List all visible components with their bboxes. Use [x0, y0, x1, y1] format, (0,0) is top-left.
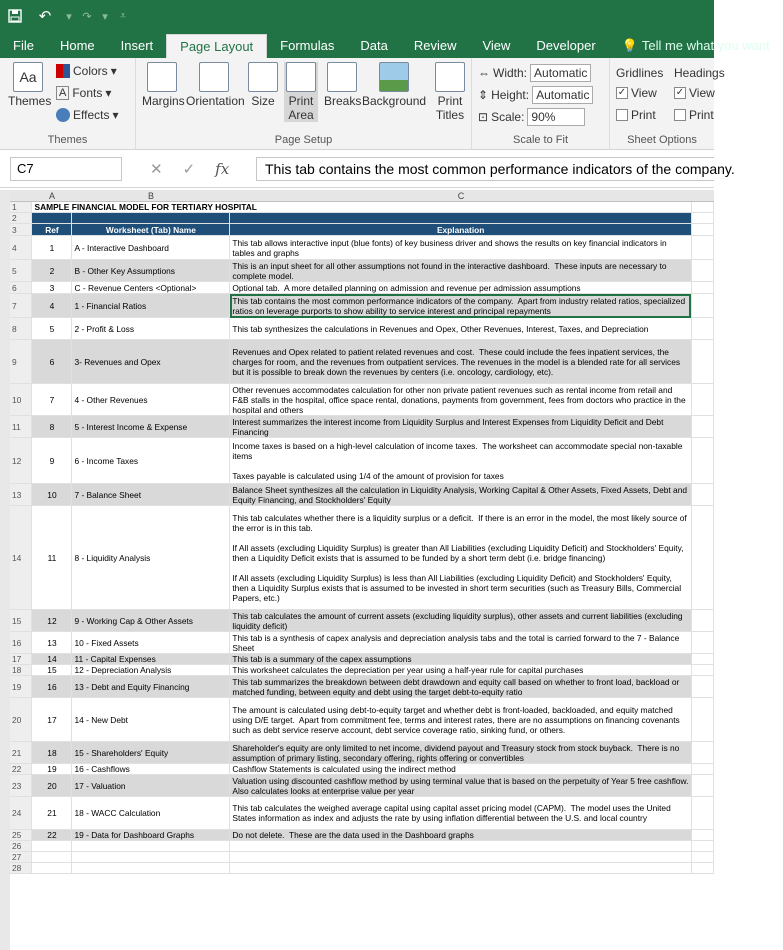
background-icon — [379, 62, 409, 92]
effects-label: Effects — [73, 108, 110, 122]
gridlines-label: Gridlines — [616, 66, 664, 80]
header-name[interactable]: Worksheet (Tab) Name — [72, 224, 230, 236]
row-header[interactable]: 13 — [10, 484, 32, 506]
tab-name-cell[interactable]: 8 - Liquidity Analysis — [72, 506, 230, 610]
margins-button[interactable] — [142, 62, 185, 108]
ref-cell[interactable]: 9 — [32, 438, 72, 484]
cell[interactable] — [691, 384, 713, 416]
themes-icon: Aa — [13, 62, 43, 92]
row-header[interactable]: 23 — [10, 775, 32, 797]
ref-cell[interactable]: 14 — [32, 654, 72, 665]
tab-name-cell[interactable]: 2 - Profit & Loss — [72, 318, 230, 340]
row-header[interactable]: 20 — [10, 698, 32, 742]
tab-view[interactable]: View — [482, 38, 511, 53]
cell[interactable] — [230, 852, 692, 863]
orientation-icon — [199, 62, 229, 92]
width-select[interactable]: Automatic — [530, 64, 591, 82]
explanation-cell[interactable]: Optional tab. A more detailed planning on admission and revenue per admission assumptions — [230, 282, 692, 294]
row-header[interactable]: 22 — [10, 764, 32, 775]
cell[interactable] — [691, 282, 713, 294]
cancel-icon[interactable]: ✕ — [150, 161, 163, 178]
row-header[interactable]: 5 — [10, 260, 32, 282]
insert-function-icon[interactable]: fx — [215, 160, 230, 178]
column-header-a[interactable]: A — [32, 190, 72, 202]
row-header[interactable]: 28 — [10, 863, 32, 874]
size-button[interactable] — [248, 62, 278, 108]
sheet-title[interactable]: SAMPLE FINANCIAL MODEL FOR TERTIARY HOSPITAL — [32, 202, 692, 213]
tab-developer[interactable]: Developer — [536, 38, 596, 53]
table-row — [10, 384, 714, 416]
cell[interactable] — [691, 202, 713, 213]
cell[interactable] — [691, 863, 713, 874]
header-ref[interactable]: Ref — [32, 224, 72, 236]
title-bar — [0, 0, 714, 32]
ref-cell[interactable]: 10 — [32, 484, 72, 506]
row-header[interactable]: 8 — [10, 318, 32, 340]
cell[interactable] — [691, 764, 713, 775]
ref-cell[interactable]: 15 — [32, 665, 72, 676]
page-setup-group-label: Page Setup — [274, 134, 333, 146]
explanation-cell[interactable]: This is an input sheet for all other assumptions not found in the interactive dashboard. These inputs are necessary to complete model. — [230, 260, 692, 282]
scale-label: Scale: — [491, 110, 525, 124]
cell[interactable] — [32, 841, 72, 852]
scale-icon: ⊡ — [478, 110, 489, 124]
ref-cell[interactable]: 17 — [32, 698, 72, 742]
tab-name-cell[interactable]: A - Interactive Dashboard — [72, 236, 230, 260]
breaks-icon — [327, 62, 357, 92]
row-header[interactable]: 17 — [10, 654, 32, 665]
cell[interactable] — [72, 841, 230, 852]
tab-name-cell[interactable]: 17 - Valuation — [72, 775, 230, 797]
checkbox-box — [616, 109, 628, 121]
explanation-cell[interactable]: This tab is a synthesis of capex analysis and depreciation analysis tabs and the total is carried forward to the 7 - Balance Sheet — [230, 632, 692, 654]
checkmark-icon: ✓ — [675, 87, 685, 98]
formula-buttons — [150, 157, 229, 181]
size-label: Size — [251, 94, 275, 108]
explanation-cell[interactable]: This worksheet calculates the depreciation per year using a half-year rule for capital purchases — [230, 665, 692, 676]
tab-formulas[interactable]: Formulas — [280, 38, 335, 53]
ref-cell[interactable]: 22 — [32, 830, 72, 841]
checkbox-box — [674, 109, 686, 121]
select-all-corner[interactable] — [10, 190, 32, 202]
ref-cell[interactable]: 13 — [32, 632, 72, 654]
scale-to-fit-group-label: Scale to Fit — [512, 134, 569, 146]
print-area-label-1: Print — [288, 94, 314, 108]
row-header[interactable]: 27 — [10, 852, 32, 863]
width-icon: ⇔ — [478, 66, 490, 80]
explanation-cell[interactable]: This tab calculates the weighed average capital using capital asset pricing model (CAPM). The model uses the United States information as index and adjusts the rate by using inflation differential between the U.S. and local country — [230, 797, 692, 830]
tab-review[interactable]: Review — [413, 38, 457, 53]
undo-icon[interactable]: ↶ — [38, 8, 52, 25]
redo-dropdown-icon[interactable]: ▾ — [102, 10, 108, 23]
formula-input[interactable]: This tab contains the most common performance indicators of the company. — [256, 157, 714, 181]
cell[interactable] — [230, 863, 692, 874]
print-titles-icon — [435, 62, 465, 92]
save-icon[interactable] — [0, 0, 30, 32]
effects-icon — [56, 108, 70, 122]
explanation-cell[interactable]: This tab contains the most common performance indicators of the company. Apart from industry related ratios, specialized ratios on leverage purports to show ability to service interest and principal repayments — [230, 294, 692, 318]
row-header[interactable]: 10 — [10, 384, 32, 416]
colors-button[interactable]: Colors ▾ — [56, 64, 117, 78]
table-row — [10, 830, 714, 841]
cell[interactable] — [691, 676, 713, 698]
lightbulb-icon: 💡 — [621, 38, 638, 53]
explanation-cell[interactable]: This tab synthesizes the calculations in Revenues and Opex, Other Revenues, Interest, Taxes, and Depreciation — [230, 318, 692, 340]
ref-cell[interactable]: 19 — [32, 764, 72, 775]
tab-name-cell[interactable]: 12 - Depreciation Analysis — [72, 665, 230, 676]
table-row — [10, 654, 714, 665]
row-header[interactable]: 9 — [10, 340, 32, 384]
column-header-b[interactable]: B — [72, 190, 230, 202]
sheet-options-group — [610, 58, 725, 150]
tab-name-cell[interactable]: C - Revenue Centers <Optional> — [72, 282, 230, 294]
tab-name-cell[interactable]: 13 - Debt and Equity Financing — [72, 676, 230, 698]
cell[interactable] — [691, 610, 713, 632]
scale-spinner[interactable]: 90% — [527, 108, 585, 126]
row-header[interactable]: 15 — [10, 610, 32, 632]
ref-cell[interactable]: 21 — [32, 797, 72, 830]
formula-bar — [0, 150, 735, 188]
table-row — [10, 438, 714, 484]
fonts-icon: A — [56, 86, 69, 100]
cell[interactable] — [691, 742, 713, 764]
effects-button[interactable]: Effects ▾ — [56, 108, 119, 122]
tab-name-cell[interactable]: B - Other Key Assumptions — [72, 260, 230, 282]
ref-cell[interactable]: 16 — [32, 676, 72, 698]
height-icon: ⇕ — [478, 88, 489, 102]
margins-icon — [147, 62, 177, 92]
ref-cell[interactable]: 3 — [32, 282, 72, 294]
print-area-icon — [286, 62, 316, 92]
headings-view-label: View — [689, 86, 715, 100]
tab-name-cell[interactable]: 3- Revenues and Opex — [72, 340, 230, 384]
tab-name-cell[interactable]: 18 - WACC Calculation — [72, 797, 230, 830]
row-header[interactable]: 4 — [10, 236, 32, 260]
cell[interactable] — [691, 260, 713, 282]
tab-name-cell[interactable]: 5 - Interest Income & Expense — [72, 416, 230, 438]
explanation-cell[interactable]: Revenues and Opex related to patient related revenues and cost. These could include the fees inpatient services, the charges for room, and the revenues from outpatient services. The revenues in the model is a blended rate for all services but it is possible to break down the revenues by centers (i.e. oncology, cardiology, etc). — [230, 340, 692, 384]
gridlines-print-checkbox[interactable] — [616, 108, 656, 122]
table-row — [10, 841, 714, 852]
cell[interactable] — [691, 665, 713, 676]
undo-dropdown-icon[interactable]: ▾ — [66, 10, 72, 23]
tab-name-cell[interactable]: 9 - Working Cap & Other Assets — [72, 610, 230, 632]
width-control — [478, 64, 591, 82]
row-header[interactable]: 24 — [10, 797, 32, 830]
ref-cell[interactable]: 1 — [32, 236, 72, 260]
tell-me-text: Tell me what you want — [641, 38, 770, 53]
scale-to-fit-group — [472, 58, 610, 150]
themes-label: Themes — [8, 94, 52, 108]
row-header[interactable]: 26 — [10, 841, 32, 852]
table-row — [10, 676, 714, 698]
colors-icon — [56, 64, 70, 78]
ref-cell[interactable]: 11 — [32, 506, 72, 610]
themes-group-label: Themes — [47, 134, 88, 146]
table-row — [10, 698, 714, 742]
cell[interactable] — [691, 213, 713, 224]
print-area-label-2: Area — [288, 108, 314, 122]
cell[interactable] — [691, 698, 713, 742]
tab-name-cell[interactable]: 6 - Income Taxes — [72, 438, 230, 484]
height-select[interactable]: Automatic — [532, 86, 593, 104]
table-row — [10, 665, 714, 676]
orientation-button[interactable] — [186, 62, 245, 108]
breaks-button[interactable] — [324, 62, 360, 108]
explanation-cell[interactable]: Valuation using discounted cashflow method by using terminal value that is based on the perpetuity of Year 5 free cashflow. Also calculates looks at enterprise value per year — [230, 775, 692, 797]
table-row — [10, 340, 714, 384]
page-setup-group — [136, 58, 472, 150]
size-icon — [248, 62, 278, 92]
print-titles-label-1: Print — [437, 94, 463, 108]
table-row — [10, 484, 714, 506]
fonts-label: Fonts — [72, 86, 103, 100]
table-row — [10, 236, 714, 260]
cell[interactable] — [32, 852, 72, 863]
table-row — [10, 742, 714, 764]
row-header[interactable]: 2 — [10, 213, 32, 224]
row-header[interactable]: 19 — [10, 676, 32, 698]
headings-print-label: Print — [689, 108, 714, 122]
row-header[interactable]: 14 — [10, 506, 32, 610]
tab-name-cell[interactable]: 11 - Capital Expenses — [72, 654, 230, 665]
cell[interactable] — [230, 841, 692, 852]
row-header[interactable]: 21 — [10, 742, 32, 764]
print-area-button[interactable] — [284, 62, 318, 122]
explanation-cell[interactable]: Shareholder's equity are only limited to net income, dividend payout and Treasury stock from stock buyback. There is no assumption of primary listing, secondary offering, rights offering or convertibles — [230, 742, 692, 764]
tab-home[interactable]: Home — [59, 38, 95, 53]
explanation-cell[interactable]: This tab calculates whether there is a liquidity surplus or a deficit. If there is an error in the model, the most likely source of the error is in this tab. If All assets (excluding Liquidity Surplus) is greater than All Liabilities (excluding Liquidity Deficit) and Stockholders' Equity, then a Liquidity Deficit exists that is assumed to be funded by a short term debt (i.e. bridge financing) If All assets (excluding Liquidity Surplus) is less than All Liabilities (excluding Liquidity Deficit) and Stockholders' Equity, then a Liquidity Surplus exists that is assumed to be invested in short term securities (such as Treasury Bills, Commercial Papers, etc.) — [230, 506, 692, 610]
cell[interactable] — [691, 506, 713, 610]
headings-label: Headings — [674, 66, 725, 80]
orientation-label: Orientation — [186, 94, 245, 108]
ref-cell[interactable]: 7 — [32, 384, 72, 416]
ref-cell[interactable]: 8 — [32, 416, 72, 438]
column-header-d[interactable] — [692, 190, 714, 202]
window-edge — [0, 190, 10, 950]
table-row — [10, 764, 714, 775]
explanation-cell[interactable]: Other revenues accommodates calculation for other non private patient revenues such as rental income from retail and F&B stalls in the hospital, office space rental, donations, payments from government, fees from doctors who practice in the hospital and others — [230, 384, 692, 416]
table-row — [10, 282, 714, 294]
cell[interactable] — [691, 654, 713, 665]
cell[interactable] — [32, 213, 72, 224]
tab-name-cell[interactable]: 7 - Balance Sheet — [72, 484, 230, 506]
table-row — [10, 610, 714, 632]
row-header[interactable]: 1 — [10, 202, 32, 213]
cell[interactable] — [691, 841, 713, 852]
tab-file[interactable]: File — [13, 38, 34, 53]
cell[interactable] — [691, 852, 713, 863]
table-row — [10, 775, 714, 797]
row-header[interactable]: 3 — [10, 224, 32, 236]
cell[interactable] — [72, 863, 230, 874]
explanation-cell[interactable]: Income taxes is based on a high-level calculation of income taxes. The worksheet can accommodate special non-taxable items Taxes payable is calculated using 1/4 of the amount of provision for taxes — [230, 438, 692, 484]
row-header[interactable]: 18 — [10, 665, 32, 676]
explanation-cell[interactable]: This tab calculates the amount of current assets (excluding liquidity surplus), other assets and current liabilities (excluding liquidity deficit) — [230, 610, 692, 632]
tab-name-cell[interactable]: 1 - Financial Ratios — [72, 294, 230, 318]
table-row — [10, 260, 714, 282]
tell-me-box[interactable] — [609, 34, 783, 58]
background-label: Background — [362, 94, 427, 108]
cell[interactable] — [72, 852, 230, 863]
table-row — [10, 797, 714, 830]
table-row — [10, 416, 714, 438]
explanation-cell[interactable]: This tab summarizes the breakdown between debt drawdown and equity call based on whether to front load, backload or matched funding, between equity and debt using the target debt-to-equity ratio — [230, 676, 692, 698]
ref-cell[interactable]: 18 — [32, 742, 72, 764]
tab-name-cell[interactable]: 10 - Fixed Assets — [72, 632, 230, 654]
cell[interactable] — [230, 213, 692, 224]
customize-icon[interactable]: ⩡ — [119, 9, 127, 22]
explanation-cell[interactable]: Balance Sheet synthesizes all the calculation in Liquidity Analysis, Working Capital & Other Assets, Fixed Assets, Debt and Equity Financing, and Stockholders' Equity — [230, 484, 692, 506]
ref-cell[interactable]: 5 — [32, 318, 72, 340]
row-header[interactable]: 16 — [10, 632, 32, 654]
width-label: Width: — [493, 66, 528, 80]
headings-view-checkbox[interactable] — [674, 86, 715, 100]
cell[interactable] — [691, 224, 713, 236]
worksheet-grid — [10, 190, 714, 950]
worksheet-table — [10, 202, 714, 874]
table-row — [10, 318, 714, 340]
cell[interactable] — [691, 484, 713, 506]
column-header-c[interactable]: C — [230, 190, 692, 202]
cell[interactable] — [691, 294, 713, 318]
explanation-cell[interactable]: Interest summarizes the interest income from Liquidity Surplus and Interest Expenses from Liquidity Deficit and Debt Financing — [230, 416, 692, 438]
themes-button[interactable] — [8, 62, 52, 108]
colors-label: Colors — [73, 64, 108, 78]
tab-name-cell[interactable]: 19 - Data for Dashboard Graphs — [72, 830, 230, 841]
explanation-cell[interactable]: This tab allows interactive input (blue fonts) of key business driver and shows the results on key financial indicators in tables and graphs — [230, 236, 692, 260]
row-header[interactable]: 12 — [10, 438, 32, 484]
ribbon-tabs — [0, 32, 770, 58]
explanation-cell[interactable]: This tab is a summary of the capex assumptions — [230, 654, 692, 665]
background-button[interactable] — [362, 62, 426, 108]
redo-icon[interactable]: ↷ — [82, 10, 92, 23]
ref-cell[interactable]: 12 — [32, 610, 72, 632]
tab-name-cell[interactable]: 16 - Cashflows — [72, 764, 230, 775]
tab-name-cell[interactable]: 14 - New Debt — [72, 698, 230, 742]
checkmark-icon: ✓ — [617, 87, 627, 98]
table-row — [10, 863, 714, 874]
cell[interactable] — [32, 863, 72, 874]
row-header[interactable]: 7 — [10, 294, 32, 318]
row-header[interactable]: 25 — [10, 830, 32, 841]
tab-page-layout[interactable]: Page Layout — [166, 34, 267, 58]
tab-name-cell[interactable]: 15 - Shareholders' Equity — [72, 742, 230, 764]
print-titles-label-2: Titles — [435, 108, 465, 122]
gridlines-view-label: View — [631, 86, 657, 100]
explanation-cell[interactable]: Do not delete. These are the data used in the Dashboard graphs — [230, 830, 692, 841]
tab-data[interactable]: Data — [360, 38, 388, 53]
cell[interactable] — [691, 340, 713, 384]
header-explanation[interactable]: Explanation — [230, 224, 692, 236]
cell[interactable] — [691, 830, 713, 841]
sheet-options-group-label: Sheet Options — [627, 134, 697, 146]
scale-control — [478, 108, 585, 126]
row-header[interactable]: 6 — [10, 282, 32, 294]
cell[interactable] — [691, 797, 713, 830]
height-label: Height: — [491, 88, 530, 102]
ref-cell[interactable]: 4 — [32, 294, 72, 318]
gridlines-print-label: Print — [631, 108, 656, 122]
print-titles-button[interactable] — [432, 62, 468, 122]
headings-print-checkbox[interactable] — [674, 108, 714, 122]
ref-cell[interactable]: 6 — [32, 340, 72, 384]
fonts-button[interactable]: A Fonts ▾ — [56, 86, 111, 100]
explanation-cell[interactable]: Cashflow Statements is calculated using the indirect method — [230, 764, 692, 775]
tab-insert[interactable]: Insert — [120, 38, 154, 53]
table-row — [10, 632, 714, 654]
ref-cell[interactable]: 20 — [32, 775, 72, 797]
margins-label: Margins — [142, 94, 185, 108]
row-header[interactable]: 11 — [10, 416, 32, 438]
cell[interactable] — [691, 775, 713, 797]
cell[interactable] — [691, 236, 713, 260]
ribbon — [0, 58, 725, 150]
enter-icon[interactable]: ✓ — [182, 161, 196, 178]
themes-group — [0, 58, 136, 150]
cell[interactable] — [691, 438, 713, 484]
cell[interactable] — [691, 318, 713, 340]
cell[interactable] — [72, 213, 230, 224]
table-row — [10, 294, 714, 318]
height-control — [478, 86, 593, 104]
cell[interactable] — [691, 632, 713, 654]
name-box[interactable]: C7 — [10, 157, 122, 181]
explanation-cell[interactable]: The amount is calculated using debt-to-equity target and whether debt is front-loaded, backloaded, and equity matched using D/E target. Apart from commitment fee, terms and interest rates, there are no assumptions on financing covenants such as debt service reserve account, debt service coverage ratio, sinking fund, or others. — [230, 698, 692, 742]
table-row — [10, 506, 714, 610]
breaks-label: Breaks — [324, 94, 362, 108]
tab-name-cell[interactable]: 4 - Other Revenues — [72, 384, 230, 416]
cell[interactable] — [691, 416, 713, 438]
gridlines-view-checkbox[interactable] — [616, 86, 657, 100]
ref-cell[interactable]: 2 — [32, 260, 72, 282]
table-row — [10, 852, 714, 863]
